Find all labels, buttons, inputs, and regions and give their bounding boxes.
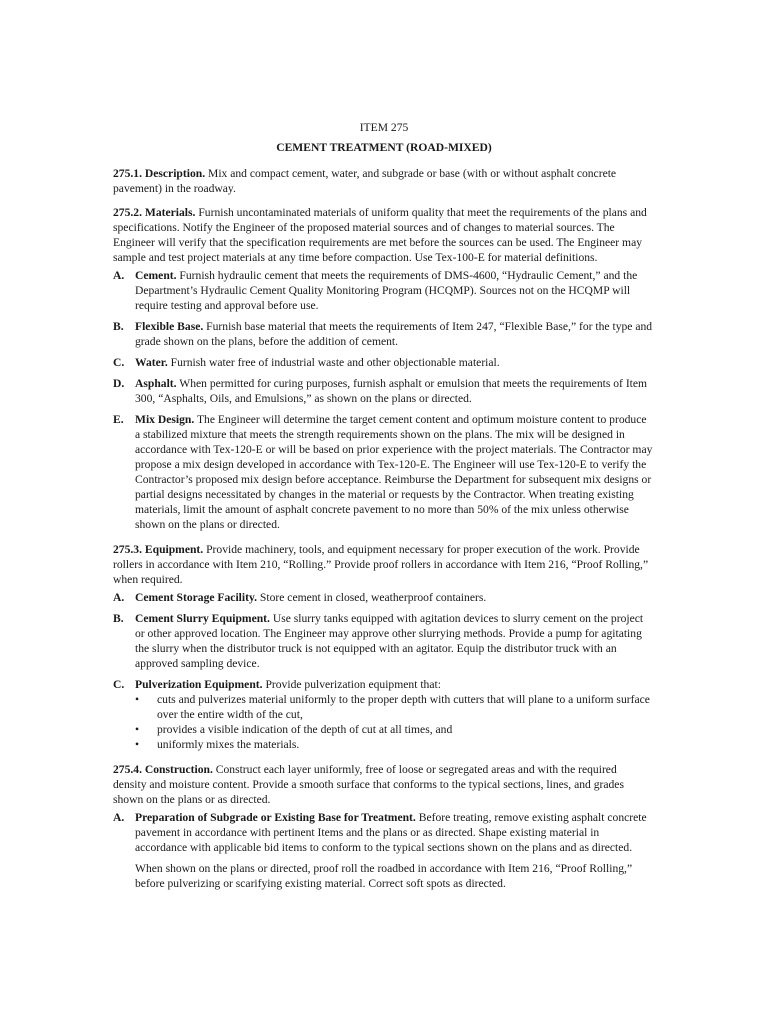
subitem-cement-storage [113,590,653,605]
bullet-icon: • [135,693,140,706]
subitem-text: Before treating, remove existing asphalt concrete pavement in accordance with pertinent Items and the plans or as directed. Shape existing material in accordance with applicable bid items to conform to the typical sections shown on the plans and as directed. [135,811,647,854]
subitem-label: B. [113,320,124,333]
bullet-text: cuts and pulverizes material uniformly to the proper depth with cutters that will plane to a uniform surface over the entire width of the cut, [157,693,650,721]
subitem-text: Provide pulverization equipment that: [262,678,441,691]
subitem-heading: Asphalt. [135,377,177,390]
subitem-label: B. [113,612,124,625]
subitem-flexible-base [113,319,653,349]
item-number: ITEM 275 [359,121,409,134]
bullet-item [135,722,653,737]
section-text: Construct each layer uniformly, free of loose or segregated areas and with the required density and moisture content. Provide a smooth surface that conforms to the typical sections, lines, and grades shown on the plans or as directed. [113,763,624,806]
section-heading: 275.4. Construction. [113,763,213,776]
subitem-text: Furnish base material that meets the requirements of Item 247, “Flexible Base,” for the type and grade shown on the plans, before the addition of cement. [135,320,653,348]
subitem-label: C. [113,356,125,369]
section-heading: 275.3. Equipment. [113,543,204,556]
subitem-heading: Cement Storage Facility. [135,591,258,604]
subitem-asphalt [113,376,653,406]
bullet-icon: • [135,738,140,751]
subitem-text: Use slurry tanks equipped with agitation devices to slurry cement on the project or other approved location. The Engineer may approve other slurrying methods. Provide a pump for agitating the slurry when the distributor truck is not equipped with an agitator. Equip the distributor truck with an approved sampling device. [135,612,644,670]
section-heading: 275.1. Description. [113,167,206,180]
section-description [113,166,653,196]
subitem-text: The Engineer will determine the target cement content and optimum moisture content to produce a stabilized mixture that meets the strength requirements shown on the plans. The mix will be designed in accordance with Tex-120-E or will be based on prior experience with the project materials. The Contractor may propose a mix design developed in accordance with Tex-120-E. The Engineer will use Tex-120-E to verify the Contractor’s proposed mix design before acceptance. Reimburse the Department for subsequent mix designs or partial designs necessitated by changes in the material or requests by the Contractor. When treating existing materials, limit the amount of asphalt concrete pavement to no more than 50% of the mix unless otherwise shown on the plans or directed. [135,413,653,531]
document-body [113,166,653,897]
subitem-pulverization [113,677,653,692]
section-heading: 275.2. Materials. [113,206,196,219]
section-materials [113,205,653,265]
subitem-label: D. [113,377,125,390]
subitem-text: When permitted for curing purposes, furnish asphalt or emulsion that meets the requirements of Item 300, “Asphalts, Oils, and Emulsions,” as shown on the plans or directed. [135,377,648,405]
section-text: Furnish uncontaminated materials of uniform quality that meet the requirements of the plans and specifications. Notify the Engineer of the proposed material sources and of changes to material sources. The Engineer will verify that the specification requirements are met before the sources can be used. The Engineer may sample and test project materials at any time before compaction. Use Tex-100-E for material definitions. [113,206,647,264]
subitem-heading: Mix Design. [135,413,195,426]
subitem-heading: Water. [135,356,168,369]
section-construction [113,762,653,807]
section-text: Mix and compact cement, water, and subgrade or base (with or without asphalt concrete pavement) in the roadway. [113,167,617,195]
bullet-item [135,692,653,722]
subitem-label: A. [113,591,125,604]
subitem-heading: Cement. [135,269,177,282]
bullet-item [135,737,653,752]
section-text: Provide machinery, tools, and equipment necessary for proper execution of the work. Provide rollers in accordance with Item 210, “Rolling.” Provide proof rollers in accordance with Item 216, “Proof Rolling,” when required. [113,543,649,586]
bullet-text: uniformly mixes the materials. [157,738,300,751]
bullet-text: provides a visible indication of the depth of cut at all times, and [157,723,453,736]
bullet-icon: • [135,723,140,736]
subitem-slurry-equipment [113,611,653,671]
subitem-preparation [113,810,653,855]
section-equipment [113,542,653,587]
subitem-label: A. [113,811,125,824]
subitem-text: Store cement in closed, weatherproof containers. [257,591,487,604]
subitem-text: Furnish hydraulic cement that meets the requirements of DMS-4600, “Hydraulic Cement,” and the Department’s Hydraulic Cement Quality Monitoring Program (HCQMP). Sources not on the HCQMP will require testing and approval before use. [135,269,638,312]
subitem-water [113,355,653,370]
subitem-heading: Flexible Base. [135,320,204,333]
subitem-heading: Pulverization Equipment. [135,678,263,691]
pulverization-bullet-list [135,692,653,752]
subitem-text: Furnish water free of industrial waste and other objectionable material. [167,356,500,369]
subitem-cement [113,268,653,313]
subitem-mix-design [113,412,653,532]
subitem-heading: Preparation of Subgrade or Existing Base for Treatment. [135,811,416,824]
item-title: CEMENT TREATMENT (ROAD-MIXED) [276,141,492,154]
subitem-label: C. [113,678,125,691]
subitem-label: E. [113,413,124,426]
subitem-label: A. [113,269,125,282]
subitem-heading: Cement Slurry Equipment. [135,612,270,625]
preparation-followup-text: When shown on the plans or directed, proof roll the roadbed in accordance with Item 216, “Proof Rolling,” before pulverizing or scarifying existing material. Correct soft spots as directed. [135,862,633,890]
